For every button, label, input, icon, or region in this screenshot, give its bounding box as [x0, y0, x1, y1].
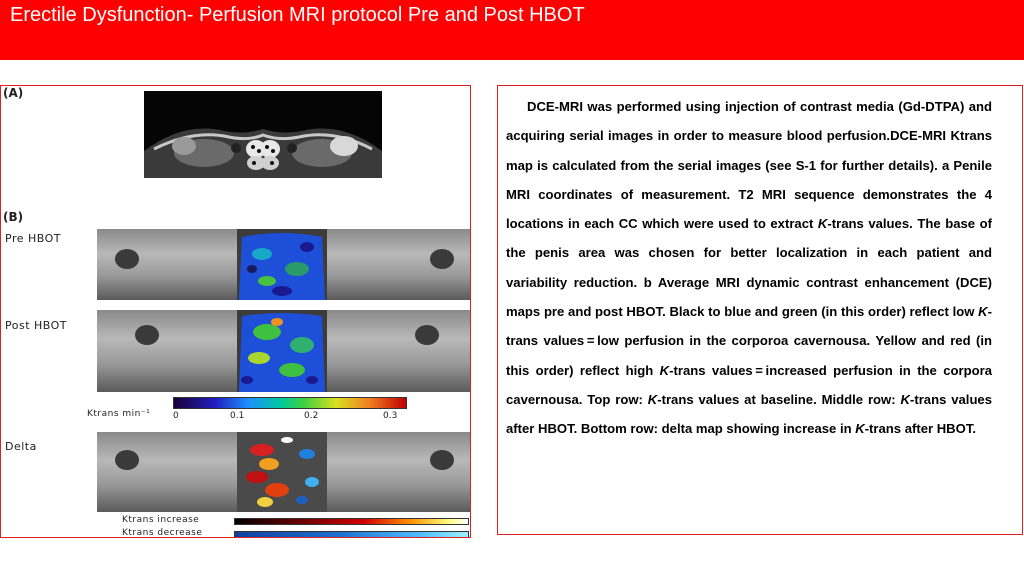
title-bar — [0, 0, 1024, 60]
description-panel — [497, 85, 1023, 535]
colorbar-tick: 0.2 — [304, 411, 319, 421]
description-text: DCE-MRI was performed using injection of contrast media (Gd-DTPA) and acquiring serial images in order to measure blood perfusion.DCE-MRI Ktrans map is calculated from the serial images (see S-1 for further details). a Penile MRI coordinates of measurement. T2 MRI sequence demonstrates the 4 locations in each CC which were used to extract K-trans values. The base of the penis area was chosen for better localization in each patient and variability reduction. b Average MRI dynamic contrast enhancement (DCE) maps pre and post HBOT. Black to blue and green (in this order) reflect low K-trans values = low perfusion in the corporoa cavernousa. Yellow and red (in this order) reflect high K-trans values = increased perfusion in the corpora cavernousa. Top row: K-trans values at baseline. Middle row: K-trans values after HBOT. Bottom row: delta map showing increase in K-trans after HBOT. — [506, 99, 993, 437]
slide-title: Erectile Dysfunction- Perfusion MRI protocol Pre and Post HBOT — [10, 4, 585, 26]
increase-label: Ktrans increase — [122, 515, 200, 525]
delta-map — [97, 432, 470, 512]
panel-b-label: (B) — [3, 210, 24, 224]
ktrans-colorbar — [173, 397, 407, 409]
pre-hbot-map — [97, 229, 470, 300]
post-hbot-label: Post HBOT — [5, 319, 68, 332]
colorbar-tick: 0.1 — [230, 411, 245, 421]
colorbar-label: Ktrans min⁻¹ — [87, 409, 151, 419]
increase-colorbar — [234, 518, 469, 525]
decrease-label: Ktrans decrease — [122, 528, 203, 538]
colorbar-tick: 0 — [173, 411, 179, 421]
delta-label: Delta — [5, 440, 37, 453]
colorbar-tick: 0.3 — [383, 411, 398, 421]
figure-panel — [0, 85, 471, 538]
pre-hbot-label: Pre HBOT — [5, 232, 61, 245]
decrease-colorbar — [234, 531, 469, 538]
panel-a-label: (A) — [3, 86, 24, 100]
post-hbot-map — [97, 310, 470, 392]
mri-axial-image — [144, 91, 382, 178]
